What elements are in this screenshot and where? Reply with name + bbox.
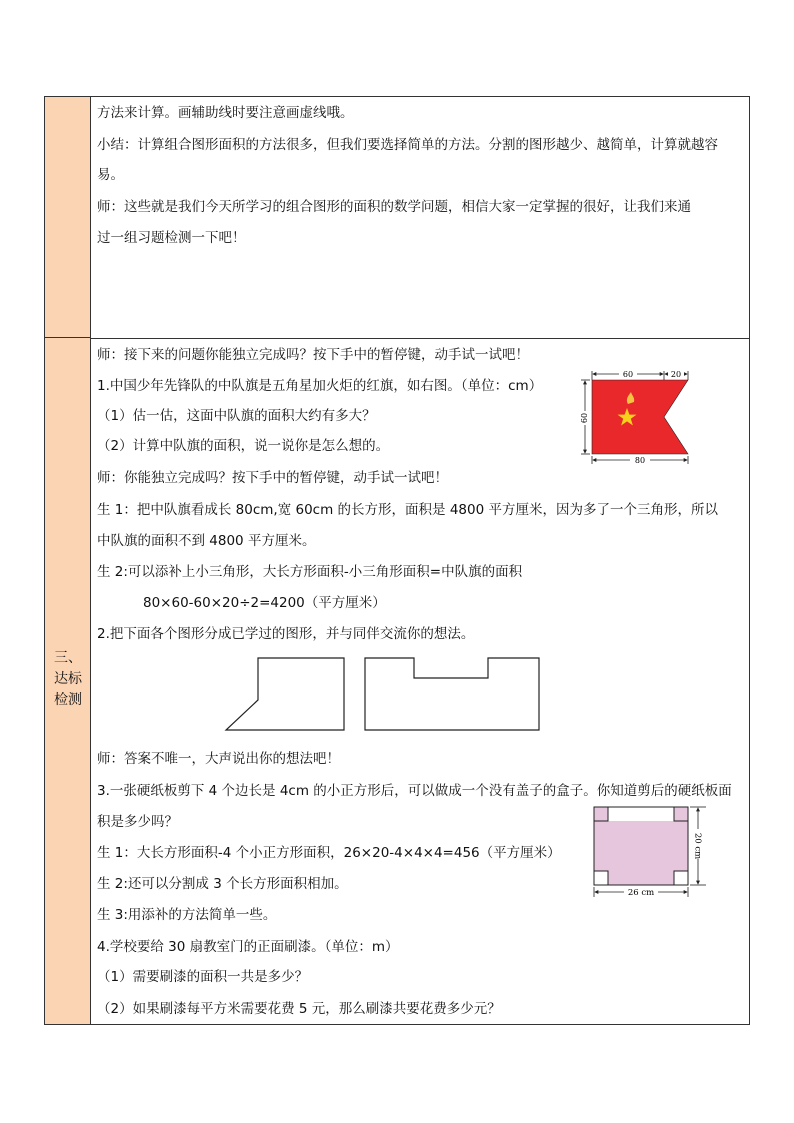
section-prev-label-cell <box>45 97 91 338</box>
question-4-part-1: （1）需要刷漆的面积一共是多少？ <box>97 969 309 985</box>
squadron-flag-figure <box>576 366 696 468</box>
text-line: 师：这些就是我们今天所学习的组合图形的面积的数学问题，相信大家一定掌握的很好，让我们来通 <box>97 199 691 215</box>
student-2-answer-q3: 生 2:还可以分割成 3 个长方形面积相加。 <box>97 876 348 892</box>
student-1-answer: 生 1：把中队旗看成长 80cm,宽 60cm 的长方形，面积是 4800 平方厘米，因为多了一个三角形，所以 <box>97 502 718 518</box>
text-line: 方法来计算。画辅助线时要注意画虚线哦。 <box>97 105 354 121</box>
text-line: 过一组习题检测一下吧！ <box>97 230 246 246</box>
box-bottom-label: 26 cm <box>627 888 655 898</box>
text-line: 师：答案不唯一，大声说出你的想法吧！ <box>97 751 340 767</box>
question-4-part-2: （2）如果刷漆每平方米需要花费 5 元，那么刷漆共要花费多少元？ <box>97 1001 501 1017</box>
question-3: 3.一张硬纸板剪下 4 个边长是 4cm 的小正方形后，可以做成一个没有盖子的盒子。你知道剪后的硬纸板面 <box>97 783 732 799</box>
flag-top-right-label: 20 <box>670 370 682 379</box>
question-2: 2.把下面各个图形分成已学过的图形，并与同伴交流你的想法。 <box>97 626 475 642</box>
flag-left-label: 60 <box>580 412 589 424</box>
question-3-cont: 积是多少吗？ <box>97 814 178 830</box>
text-line: 小结：计算组合图形面积的方法很多，但我们要选择简单的方法。分割的图形越少、越简单，计算就越容 <box>97 137 718 153</box>
text-line: 易。 <box>97 167 124 183</box>
row-divider <box>91 338 749 339</box>
flag-top-left-label: 60 <box>622 370 634 379</box>
question-1: 1.中国少年先锋队的中队旗是五角星加火炬的红旗，如右图。（单位：cm） <box>97 378 543 394</box>
composite-shape-notched <box>365 658 539 730</box>
box-right-label: 20 cm <box>692 832 703 860</box>
question-1-part-2: （2）计算中队旗的面积，说一说你是怎么想的。 <box>97 438 390 454</box>
text-line: 师：接下来的问题你能独立完成吗？按下手中的暂停键，动手试一试吧！ <box>97 347 529 363</box>
composite-shape-trapezoid <box>226 658 344 730</box>
student-1-answer-cont: 中队旗的面积不到 4800 平方厘米。 <box>97 533 316 549</box>
question-4: 4.学校要给 30 扇教室门的正面刷漆。（单位：m） <box>97 939 399 955</box>
student-1-answer-q3: 生 1：大长方形面积-4 个小正方形面积，26×20-4×4×4=456（平方厘米） <box>97 845 561 861</box>
flag-shape <box>592 380 688 454</box>
student-2-answer: 生 2:可以添补上小三角形，大长方形面积-小三角形面积=中队旗的面积 <box>97 564 523 580</box>
student-3-answer-q3: 生 3:用添补的方法简单一些。 <box>97 907 277 923</box>
flag-bottom-label: 80 <box>634 456 646 465</box>
question-1-part-1: （1）估一估，这面中队旗的面积大约有多大？ <box>97 408 376 424</box>
formula: 80×60-60×20÷2=4200（平方厘米） <box>143 595 386 611</box>
composite-shapes-figure <box>222 654 552 734</box>
cardboard-box-figure <box>588 803 708 899</box>
section-3-label-cell <box>45 338 91 1024</box>
text-line: 师：你能独立完成吗？按下手中的暂停键，动手试一试吧！ <box>97 470 448 486</box>
section-3-label: 三、 达标 检测 <box>54 650 82 708</box>
